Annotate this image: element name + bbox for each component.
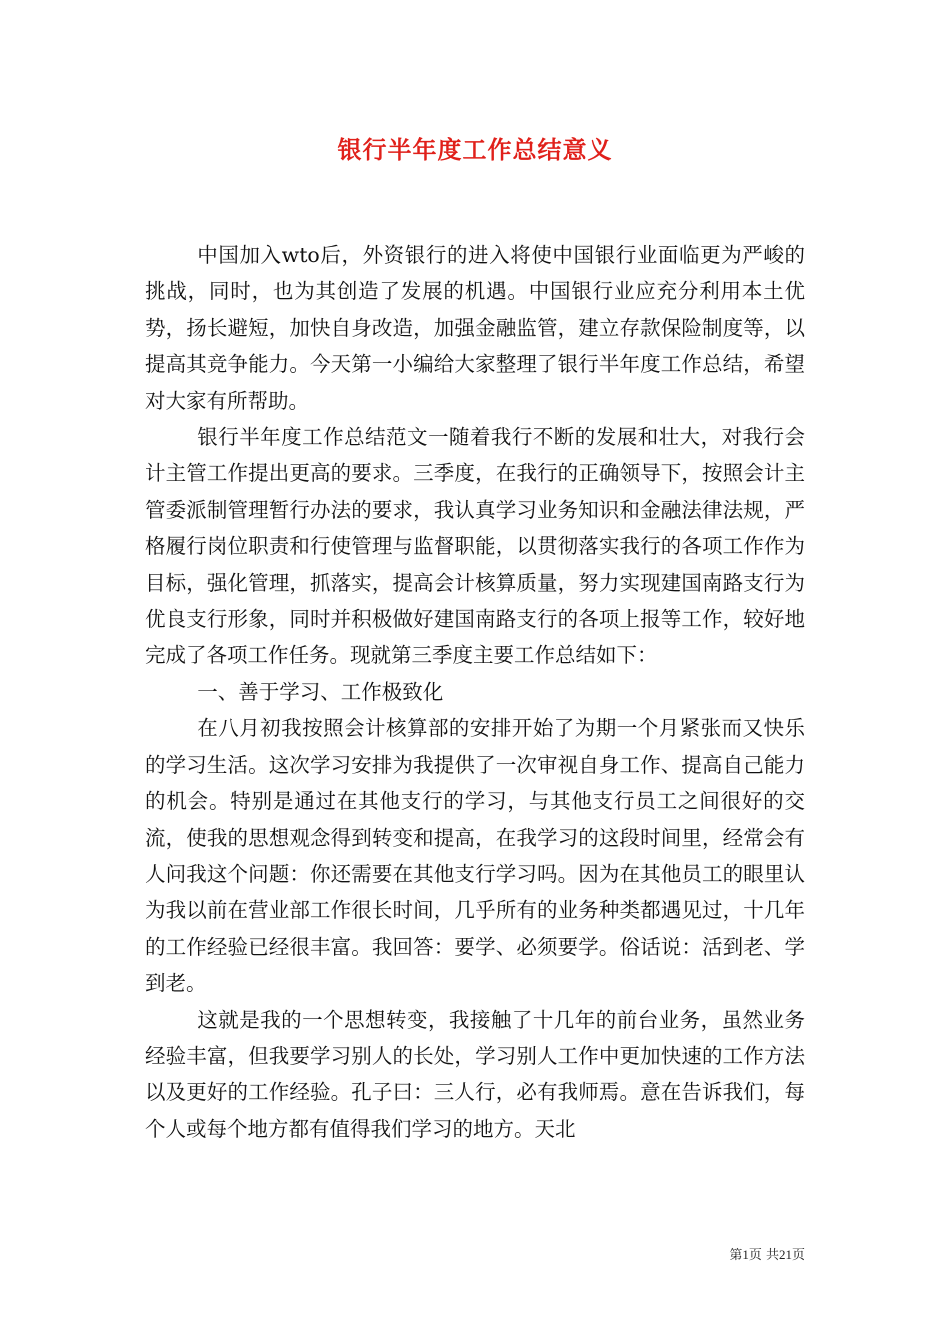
footer-middle: 页 共 <box>748 1248 779 1263</box>
footer-prefix: 第 <box>729 1248 743 1263</box>
paragraph-intro: 中国加入wto后，外资银行的进入将使中国银行业面临更为严峻的挑战，同时，也为其创造了发展的机遇。中国银行业应充分利用本土优势，扬长避短，加快自身改造，加强金融监管，建立存款保险制度等，以提高其竞争能力。今天第一小编给大家整理了银行半年度工作总结，希望对大家有所帮助。 <box>145 243 805 413</box>
footer-total-pages: 21 <box>778 1247 792 1262</box>
document-title: 银行半年度工作总结意义 <box>337 135 613 164</box>
footer-page-number: 1 <box>742 1247 749 1262</box>
paragraph-learning: 在八月初我按照会计核算部的安排开始了为期一个月紧张而又快乐的学习生活。这次学习安排为我提供了一次审视自身工作、提高自己能力的机会。特别是通过在其他支行的学习，与其他支行员工之间很好的交流，使我的思想观念得到转变和提高，在我学习的这段时间里，经常会有人问我这个问题：你还需要在其他支行学习吗。因为在其他员工的眼里认为我以前在营业部工作很长时间，几乎所有的业务种类都遇见过，十几年的工作经验已经很丰富。我回答：要学、必须要学。俗话说：活到老、学到老。 <box>145 716 805 996</box>
document-body <box>145 237 805 1147</box>
page-number-footer <box>0 1246 805 1265</box>
section-heading-learning: 一、善于学习、工作极致化 <box>197 679 444 704</box>
paragraph-mindset: 这就是我的一个思想转变，我接触了十几年的前台业务，虽然业务经验丰富，但我要学习别人的长处，学习别人工作中更加快速的工作方法以及更好的工作经验。孔子曰：三人行，必有我师焉。意在告诉我们，每个人或每个地方都有值得我们学习的地方。天北 <box>145 1007 805 1141</box>
footer-suffix: 页 <box>791 1248 805 1263</box>
paragraph-sample-one: 银行半年度工作总结范文一随着我行不断的发展和壮大，对我行会计主管工作提出更高的要求。三季度，在我行的正确领导下，按照会计主管委派制管理暂行办法的要求，我认真学习业务知识和金融法律法规，严格履行岗位职责和行使管理与监督职能，以贯彻落实我行的各项工作作为目标，强化管理，抓落实，提高会计核算质量，努力实现建国南路支行为优良支行形象，同时并积极做好建国南路支行的各项上报等工作，较好地完成了各项工作任务。现就第三季度主要工作总结如下： <box>145 425 805 668</box>
